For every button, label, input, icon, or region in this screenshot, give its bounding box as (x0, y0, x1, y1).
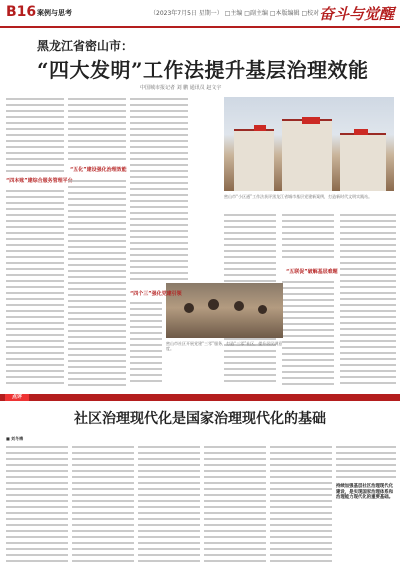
building-shape (234, 129, 274, 191)
page-number: B16 (6, 4, 37, 20)
subhead-1: “四本账”建综合服务管理平台 (6, 178, 73, 184)
section-divider (0, 394, 400, 401)
column-lines (68, 96, 126, 388)
subhead-2: “五化”建设强化治理效能 (70, 167, 127, 173)
page-header (0, 0, 400, 28)
commentary-column-3 (138, 444, 200, 568)
commentary-author: ■ 刘冬梅 (6, 436, 24, 441)
column-lines (340, 212, 396, 388)
column-lines (130, 96, 188, 282)
column-lines (72, 444, 134, 568)
column-lines (336, 444, 396, 482)
photo-caption-2: 密山市社区开展党建“三零”服务，打造“三零”社区，提升居民满意度。 (166, 341, 283, 351)
article-byline: 中国城市报记者 刘 鹏 通讯员 赵文宇 (140, 85, 222, 91)
text-column-5 (282, 212, 334, 388)
text-column-3 (130, 96, 188, 282)
subhead-4: “四个三”强化党建引领 (130, 291, 182, 297)
text-column-3b (130, 300, 162, 388)
subhead-3: “五联促”破解基层难题 (286, 269, 338, 275)
photo-caption-1: 密山市“小区通”工作法获评黑龙江省城市基层党建新案例，打造新时代文明实践站。 (224, 194, 373, 199)
red-sign-shape (354, 129, 368, 135)
column-lines (130, 300, 162, 388)
text-column-6 (340, 212, 396, 388)
section-name: 案例与思考 (37, 9, 72, 17)
commentary-tag: 点评 (5, 394, 29, 401)
column-lines (138, 444, 200, 568)
article-kicker: 黑龙江省密山市： (37, 39, 134, 53)
commentary-title: 社区治理现代化是国家治理现代化的基础 (74, 411, 326, 427)
building-shape (282, 119, 332, 191)
building-shape (340, 133, 386, 191)
red-sign-shape (254, 125, 266, 131)
commentary-closing-bold: 持续加强基层社区治理现代化建设，是实现国家治理体系和治理能力现代化的重要基础。 (336, 484, 394, 501)
commentary-column-1 (6, 444, 68, 568)
commentary-column-2 (72, 444, 134, 568)
column-lines (6, 96, 64, 388)
column-lines (6, 444, 68, 568)
commentary-column-4 (204, 444, 266, 568)
person-shape (234, 301, 244, 311)
commentary-column-6 (336, 444, 398, 482)
article-headline: “四大发明”工作法提升基层治理效能 (37, 58, 369, 82)
column-lines (204, 444, 266, 568)
red-sign-shape (302, 117, 320, 124)
person-shape (184, 303, 194, 313)
issue-meta: （2023年7月5日 星期一） □主编 □副主编 □本版编辑 □校对 (150, 10, 320, 17)
community-building-photo (224, 97, 394, 191)
column-lines (282, 212, 334, 388)
commentary-column-5 (270, 444, 332, 568)
brand-logo: 奋斗与觉醒 (318, 5, 394, 23)
text-column-2 (68, 96, 126, 388)
person-shape (208, 299, 219, 310)
text-column-1 (6, 96, 64, 388)
meeting-photo (166, 283, 283, 338)
person-shape (258, 305, 267, 314)
column-lines (270, 444, 332, 568)
